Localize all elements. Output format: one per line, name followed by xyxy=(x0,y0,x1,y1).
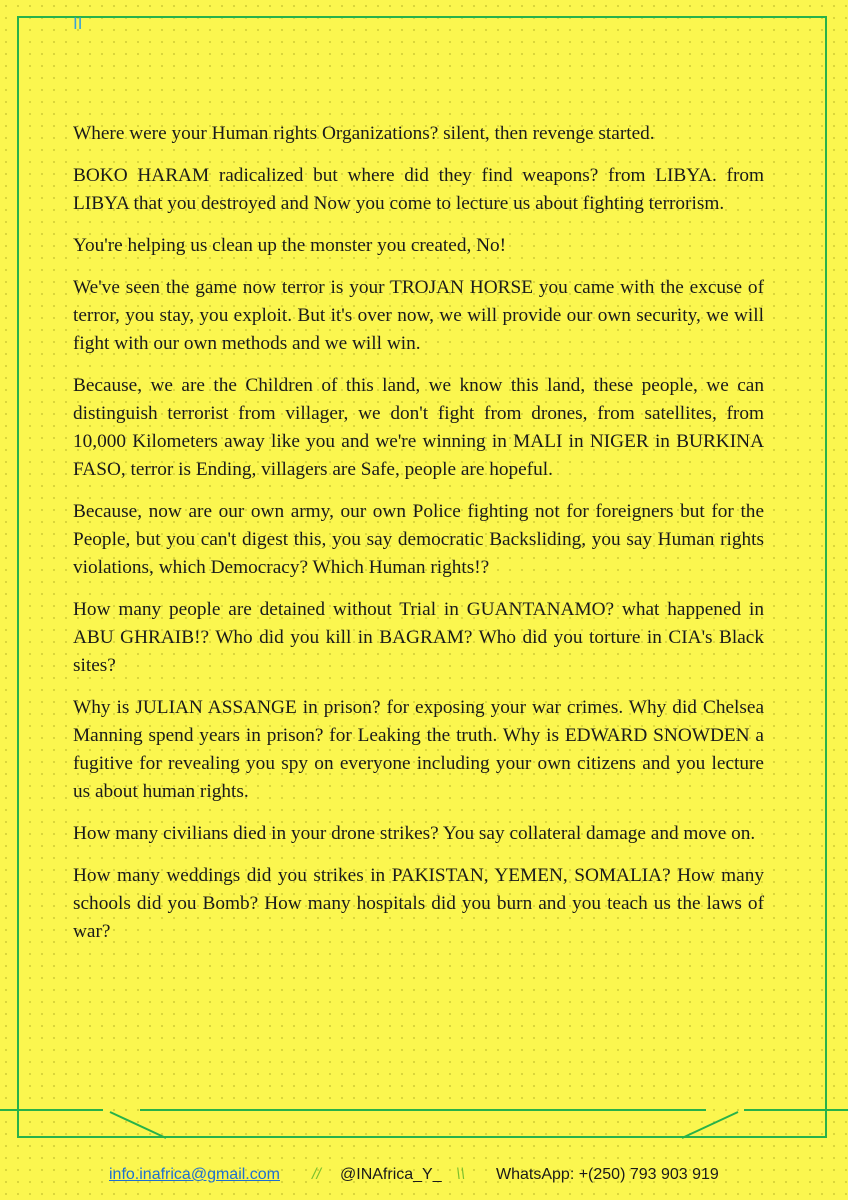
paragraph: BOKO HARAM radicalized but where did they find weapons? from LIBYA. from LIBYA that you destroyed and Now you come to lecture us about fighting terrorism. xyxy=(73,165,764,214)
paragraph: Why is JULIAN ASSANGE in prison? for exposing your war crimes. Why did Chelsea Manning spend years in prison? for Leaking the truth. Why is EDWARD SNOWDEN a fugitive for revealing you spy on everyone including your own citizens and you lecture us about human rights. xyxy=(73,697,764,802)
whatsapp-contact: WhatsApp: +(250) 793 903 919 xyxy=(496,1166,719,1183)
paragraph: How many weddings did you strikes in PAKISTAN, YEMEN, SOMALIA? How many schools did you Bomb? How many hospitals did you burn and you teach us the laws of war? xyxy=(73,865,764,942)
paragraph: We've seen the game now terror is your TROJAN HORSE you came with the excuse of terror, you stay, you exploit. But it's over now, we will provide our own security, we will fight with our own methods and we will win. xyxy=(73,277,764,354)
paragraph: How many civilians died in your drone strikes? You say collateral damage and move on. xyxy=(73,823,756,844)
footer-separator: // xyxy=(312,1166,321,1183)
email-link[interactable]: info.inafrica@gmail.com xyxy=(109,1166,280,1183)
paragraph: Because, now are our own army, our own Police fighting not for foreigners but for the People, but you can't digest this, you say democratic Backsliding, you say Human rights violations, which Democracy? Which Human rights!? xyxy=(73,501,764,578)
paragraph: Because, we are the Children of this land, we know this land, these people, we can distinguish terrorist from villager, we don't fight from drones, from satellites, from 10,000 Kilometers away like you and we're winning in MALI in NIGER in BURKINA FASO, terror is Ending, villagers are Safe, people are hopeful. xyxy=(73,375,764,480)
page-number-mark: II xyxy=(73,14,83,33)
paragraph: You're helping us clean up the monster you created, No! xyxy=(73,235,507,256)
social-handle: @INAfrica_Y_ xyxy=(340,1166,442,1183)
article-body xyxy=(73,120,764,960)
footer-separator: \\ xyxy=(456,1166,465,1183)
paragraph: How many people are detained without Trial in GUANTANAMO? what happened in ABU GHRAIB!? Who did you kill in BAGRAM? Who did you torture in CIA's Black sites? xyxy=(73,599,764,676)
paragraph: Where were your Human rights Organizations? silent, then revenge started. xyxy=(73,123,655,144)
